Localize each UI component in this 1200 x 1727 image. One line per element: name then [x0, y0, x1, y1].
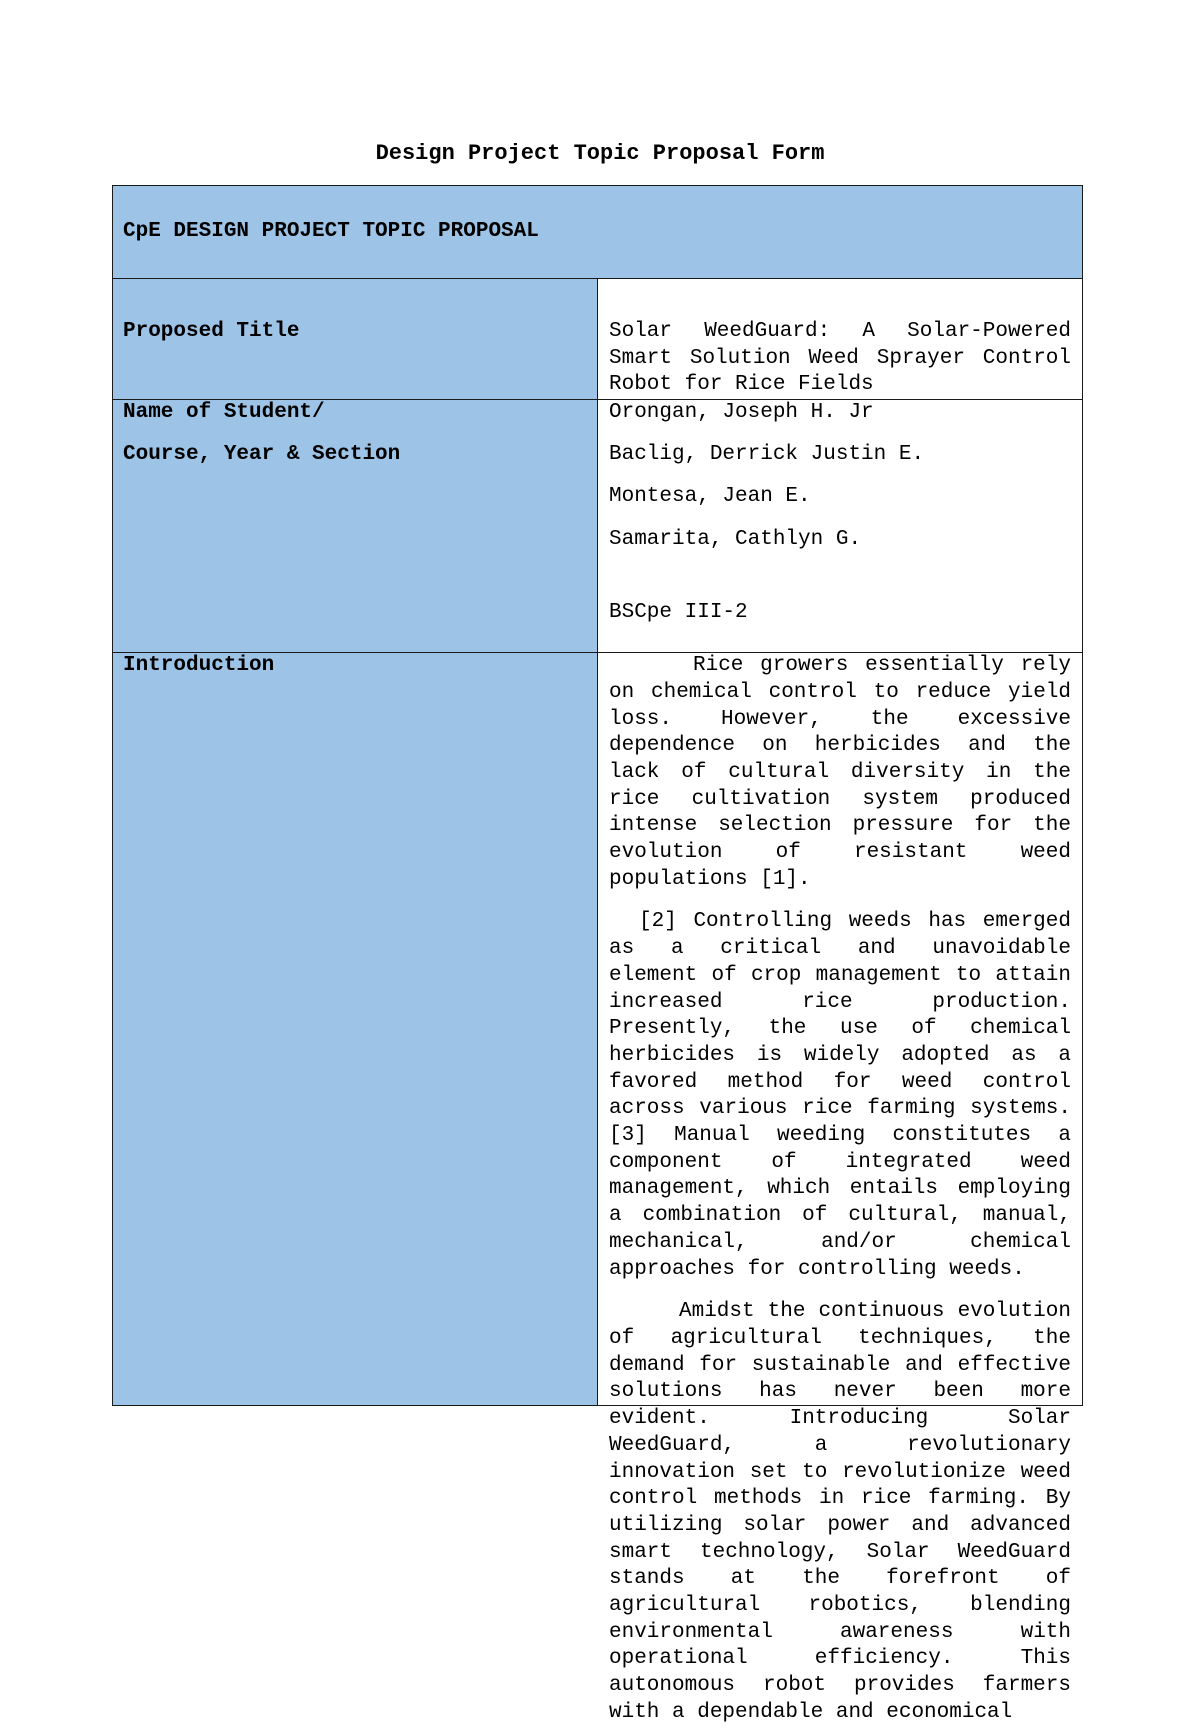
form-header: CpE DESIGN PROJECT TOPIC PROPOSAL	[123, 220, 539, 243]
introduction-label: Introduction	[123, 654, 275, 678]
course-year-section-label: Course, Year & Section	[123, 443, 401, 467]
student-name: Orongan, Joseph H. Jr	[609, 401, 874, 425]
form-header-row	[113, 186, 1083, 279]
student-name: Montesa, Jean E.	[609, 485, 811, 509]
introduction-value-cell	[598, 653, 1083, 1724]
student-name-label: Name of Student/	[123, 401, 325, 425]
proposed-title-label-cell	[113, 279, 598, 400]
students-value-cell	[598, 400, 1083, 653]
proposed-title-label: Proposed Title	[123, 320, 300, 343]
introduction-row	[113, 653, 1083, 1406]
course-section-value: BSCpe III-2	[609, 600, 748, 624]
proposal-form-table	[112, 185, 1083, 1724]
introduction-paragraph: Rice growers essentially rely on chemical control to reduce yield loss. However, the excessive dependence on herbicides and the lack of cultural diversity in the rice cultivation system produced intense selection pressure for the evolution of resistant weed populations [1].	[609, 654, 1071, 891]
proposed-title-row	[113, 279, 1083, 400]
student-name: Samarita, Cathlyn G.	[609, 527, 862, 551]
students-row	[113, 400, 1083, 653]
form-header-cell	[113, 186, 1083, 279]
students-label-cell	[113, 400, 598, 653]
introduction-paragraph: Amidst the continuous evolution of agricultural techniques, the demand for sustainable and effective solutions has never been more evident. Introducing Solar WeedGuard, a revolutionary innovation set to revolutionize weed control methods in rice farming. By utilizing solar power and advanced smart technology, Solar WeedGuard stands at the forefront of agricultural robotics, blending environmental awareness with operational efficiency. This autonomous robot provides farmers with a dependable and economical	[609, 1300, 1071, 1724]
document-title: Design Project Topic Proposal Form	[375, 141, 825, 166]
introduction-text	[598, 653, 1082, 1724]
student-name: Baclig, Derrick Justin E.	[609, 443, 925, 467]
introduction-label-cell	[113, 653, 598, 1406]
proposed-title-value: Solar WeedGuard: A Solar-Powered Smart Solution Weed Sprayer Control Robot for Rice Fields	[609, 320, 1071, 397]
proposed-title-value-cell	[598, 279, 1083, 400]
introduction-paragraph: [2] Controlling weeds has emerged as a critical and unavoidable element of crop management to attain increased rice production. Presently, the use of chemical herbicides is widely adopted as a favored method for weed control across various rice farming systems.[3] Manual weeding constitutes a component of integrated weed management, which entails employing a combination of cultural, manual, mechanical, and/or chemical approaches for controlling weeds.	[609, 910, 1071, 1281]
